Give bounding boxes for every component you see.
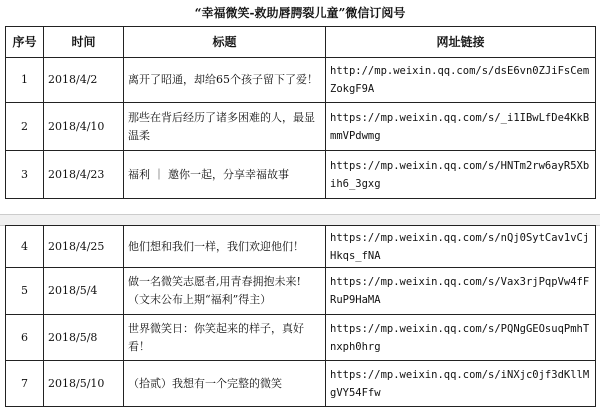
row-date: 2018/4/23 bbox=[44, 151, 124, 199]
subscription-table-page-1 bbox=[5, 26, 596, 199]
row-title: 福利 ｜ 邀你一起，分享幸福故事 bbox=[124, 151, 326, 199]
row-url[interactable]: https://mp.weixin.qq.com/s/PQNgGEOsuqPmhTnxph0hrg bbox=[326, 315, 596, 361]
header-title: 标题 bbox=[124, 27, 326, 58]
row-no: 6 bbox=[6, 315, 44, 361]
table-row bbox=[6, 151, 596, 199]
row-date: 2018/4/25 bbox=[44, 226, 124, 268]
row-no: 5 bbox=[6, 268, 44, 315]
row-no: 4 bbox=[6, 226, 44, 268]
row-title: 那些在背后经历了诸多困难的人，最显温柔 bbox=[124, 103, 326, 151]
document-title: “幸福微笑-救助唇腭裂儿童”微信订阅号 bbox=[194, 6, 406, 20]
table-row bbox=[6, 268, 596, 315]
row-url[interactable]: http://mp.weixin.qq.com/s/dsE6vn0ZJiFsCemZokgF9A bbox=[326, 58, 596, 103]
row-no: 3 bbox=[6, 151, 44, 199]
row-date: 2018/5/4 bbox=[44, 268, 124, 315]
row-date: 2018/5/10 bbox=[44, 361, 124, 407]
row-no: 7 bbox=[6, 361, 44, 407]
header-url: 网址链接 bbox=[326, 27, 596, 58]
row-url[interactable]: https://mp.weixin.qq.com/s/Vax3rjPqpVw4fFRuP9HaMA bbox=[326, 268, 596, 315]
row-title: （拾贰）我想有一个完整的微笑 bbox=[124, 361, 326, 407]
header-no: 序号 bbox=[6, 27, 44, 58]
row-date: 2018/4/10 bbox=[44, 103, 124, 151]
header-date: 时间 bbox=[44, 27, 124, 58]
row-url[interactable]: https://mp.weixin.qq.com/s/iNXjc0jf3dKllMgVY54Ffw bbox=[326, 361, 596, 407]
row-title: 离开了昭通，却给65个孩子留下了爱！ bbox=[124, 58, 326, 103]
row-url[interactable]: https://mp.weixin.qq.com/s/HNTm2rw6ayR5Xbih6_3gxg bbox=[326, 151, 596, 199]
row-no: 2 bbox=[6, 103, 44, 151]
row-no: 1 bbox=[6, 58, 44, 103]
table-row bbox=[6, 361, 596, 407]
row-title: 世界微笑日：你笑起来的样子，真好看！ bbox=[124, 315, 326, 361]
table-row bbox=[6, 58, 596, 103]
table-row bbox=[6, 226, 596, 268]
row-title: 做一名微笑志愿者,用青春拥抱未来!（文末公布上期“福利”得主） bbox=[124, 268, 326, 315]
row-url[interactable]: https://mp.weixin.qq.com/s/nQj0SytCav1vCjHkqs_fNA bbox=[326, 226, 596, 268]
subscription-table-page-2 bbox=[5, 225, 596, 407]
row-title: 他们想和我们一样，我们欢迎他们！ bbox=[124, 226, 326, 268]
header-row bbox=[6, 27, 596, 58]
row-url[interactable]: https://mp.weixin.qq.com/s/_i1IBwLfDe4KkBmmVPdwmg bbox=[326, 103, 596, 151]
table-row bbox=[6, 315, 596, 361]
row-date: 2018/4/2 bbox=[44, 58, 124, 103]
row-date: 2018/5/8 bbox=[44, 315, 124, 361]
table-row bbox=[6, 103, 596, 151]
